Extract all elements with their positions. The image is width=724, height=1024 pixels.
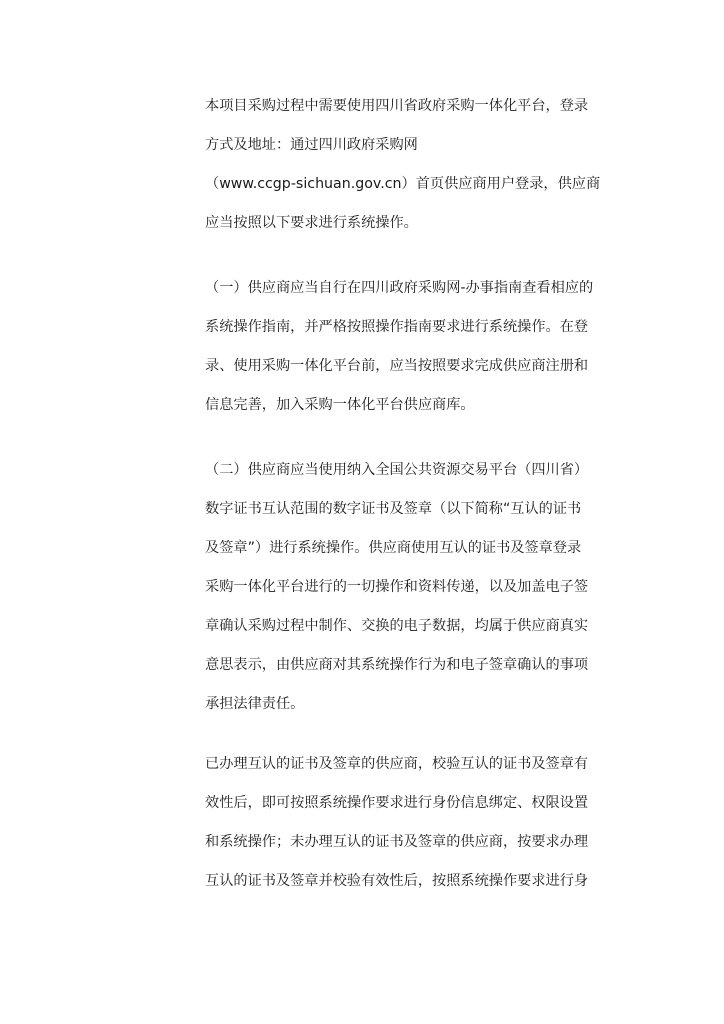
text-line: （一）供应商应当自行在四川政府采购网-办事指南查看相应的 [205, 280, 594, 296]
text-line: 互认的证书及签章并校验有效性后，按照系统操作要求进行身 [205, 873, 589, 889]
paragraph-certificate-validation [205, 745, 605, 901]
text-line: 采购一体化平台进行的一切操作和资料传递，以及加盖电子签 [205, 579, 589, 595]
paragraph-operation-guide [205, 269, 605, 425]
text-line: 及签章”）进行系统操作。供应商使用互认的证书及签章登录 [205, 540, 582, 556]
text-line: 数字证书互认范围的数字证书及签章（以下简称“互认的证书 [205, 501, 582, 517]
text-line: （www.ccgp-sichuan.gov.cn）首页供应商用户登录，供应商 [205, 176, 601, 192]
text-line: 录、使用采购一体化平台前，应当按照要求完成供应商注册和 [205, 358, 589, 374]
paragraph-login-intro [205, 87, 605, 243]
text-line: 承担法律责任。 [205, 696, 305, 712]
text-line: 方式及地址：通过四川政府采购网 [205, 137, 418, 153]
paragraph-digital-certificate [205, 451, 605, 724]
text-line: 系统操作指南，并严格按照操作指南要求进行系统操作。在登 [205, 319, 589, 335]
text-line: 应当按照以下要求进行系统操作。 [205, 215, 418, 231]
text-line: 效性后，即可按照系统操作要求进行身份信息绑定、权限设置 [205, 795, 589, 811]
text-line: 章确认采购过程中制作、交换的电子数据，均属于供应商真实 [205, 618, 589, 634]
text-line: 本项目采购过程中需要使用四川省政府采购一体化平台，登录 [205, 98, 589, 114]
text-line: 意思表示，由供应商对其系统操作行为和电子签章确认的事项 [205, 657, 589, 673]
text-line: （二）供应商应当使用纳入全国公共资源交易平台（四川省） [205, 462, 589, 478]
text-line: 已办理互认的证书及签章的供应商，校验互认的证书及签章有 [205, 756, 589, 772]
text-line: 信息完善，加入采购一体化平台供应商库。 [205, 397, 475, 413]
text-line: 和系统操作；未办理互认的证书及签章的供应商，按要求办理 [205, 834, 589, 850]
